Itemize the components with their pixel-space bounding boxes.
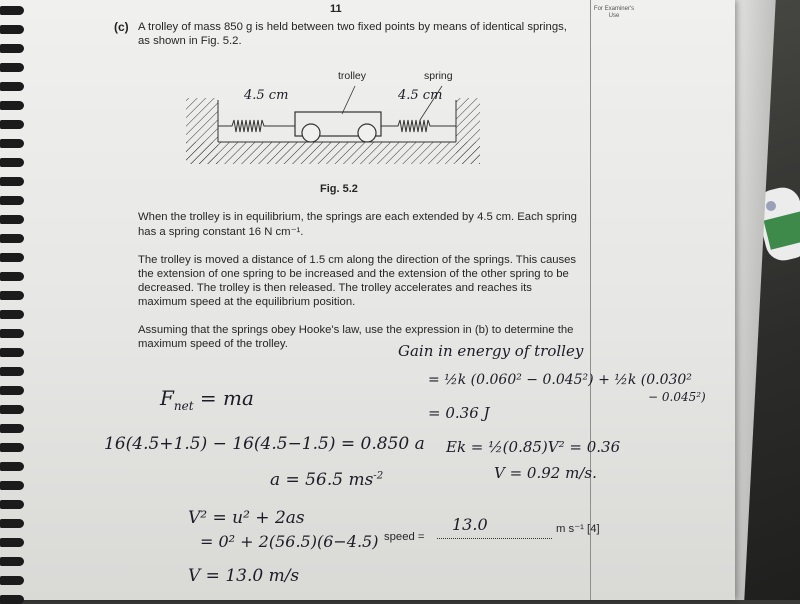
label-trolley: trolley xyxy=(338,70,367,82)
para2-line-2: the extension of one spring to be increased and the extension of the other spring to be xyxy=(138,268,569,280)
hand-left-final-answer: V = 13.0 m/s xyxy=(188,566,300,586)
answer-value: 13.0 xyxy=(452,515,488,534)
answer-unit-marks: m s⁻¹ [4] xyxy=(556,523,600,535)
binding-ring xyxy=(0,63,24,72)
examiner-use-label: For Examiner's Use xyxy=(593,6,635,19)
binding-ring xyxy=(0,424,24,433)
para2-line-1: The trolley is moved a distance of 1.5 cm along the direction of the springs. This causes xyxy=(138,254,577,266)
hand-right-energy-expression-cont: − 0.045²) xyxy=(648,390,706,404)
binding-ring xyxy=(0,291,24,300)
binding-ring xyxy=(0,234,24,243)
binding-ring xyxy=(0,25,24,34)
binding-ring xyxy=(0,367,24,376)
binding-ring xyxy=(0,215,24,224)
hand-left-force-equation: 16(4.5+1.5) − 16(4.5−1.5) = 0.850 a xyxy=(104,434,425,454)
hand-right-energy-expression: = ½k (0.060² − 0.045²) + ½k (0.030² xyxy=(428,372,692,388)
question-intro-line-1: A trolley of mass 850 g is held between two fixed points by means of identical springs, xyxy=(138,21,567,33)
hand-left-acceleration: a = 56.5 $ms^{-2}$ xyxy=(270,470,384,490)
answer-line xyxy=(437,538,552,539)
binding-ring xyxy=(0,82,24,91)
hand-left-substitution: = 0² + 2(56.5)(6−4.5) xyxy=(200,532,379,551)
hand-right-heading: Gain in energy of trolley xyxy=(398,342,584,360)
binding-ring xyxy=(0,405,24,414)
para1-line-1: When the trolley is in equilibrium, the springs are each extended by 4.5 cm. Each spring xyxy=(138,211,577,223)
para2-line-4: maximum speed at the equilibrium position. xyxy=(138,296,356,308)
question-intro-line-2: as shown in Fig. 5.2. xyxy=(138,35,242,47)
binding-ring xyxy=(0,557,24,566)
binding-ring xyxy=(0,576,24,585)
binding-ring xyxy=(0,272,24,281)
hand-right-kinetic-energy: Ek = ½(0.85)V² = 0.36 xyxy=(446,438,621,456)
binding-ring xyxy=(0,538,24,547)
spiral-binding xyxy=(0,0,24,600)
handwritten-extension-right: 4.5 cm xyxy=(398,88,443,103)
binding-ring xyxy=(0,44,24,53)
page-number: 11 xyxy=(330,3,342,15)
hand-left-kinematic-equation: V² = u² + 2as xyxy=(188,508,305,528)
figure-caption: Fig. 5.2 xyxy=(320,183,358,195)
binding-ring xyxy=(0,462,24,471)
binding-ring xyxy=(0,6,24,15)
binding-ring xyxy=(0,101,24,110)
handwritten-extension-left: 4.5 cm xyxy=(244,88,289,103)
binding-ring xyxy=(0,329,24,338)
para1-line-2: has a spring constant 16 N cm⁻¹. xyxy=(138,226,304,238)
binding-ring xyxy=(0,500,24,509)
answer-label: speed = xyxy=(384,531,425,543)
para3-line-1: Assuming that the springs obey Hooke's law, use the expression in (b) to determine the xyxy=(138,324,574,336)
binding-ring xyxy=(0,386,24,395)
label-spring: spring xyxy=(424,70,453,82)
binding-ring xyxy=(0,177,24,186)
binding-ring xyxy=(0,196,24,205)
binding-ring xyxy=(0,158,24,167)
binding-ring xyxy=(0,139,24,148)
examiner-margin-line xyxy=(590,0,591,600)
binding-ring xyxy=(0,120,24,129)
binding-ring xyxy=(0,348,24,357)
binding-ring xyxy=(0,253,24,262)
para3-line-2: maximum speed of the trolley. xyxy=(138,338,288,350)
binding-ring xyxy=(0,443,24,452)
binding-ring xyxy=(0,310,24,319)
para2-line-3: decreased. The trolley is then released. The trolley accelerates and reaches its xyxy=(138,282,532,294)
hand-right-energy-result: = 0.36 J xyxy=(428,404,490,422)
question-label: (c) xyxy=(114,20,129,34)
binding-ring xyxy=(0,519,24,528)
hand-left-newton: $F_{net}$ = ma xyxy=(160,386,254,413)
hand-right-velocity: V = 0.92 m/s. xyxy=(494,464,597,482)
binding-ring xyxy=(0,481,24,490)
